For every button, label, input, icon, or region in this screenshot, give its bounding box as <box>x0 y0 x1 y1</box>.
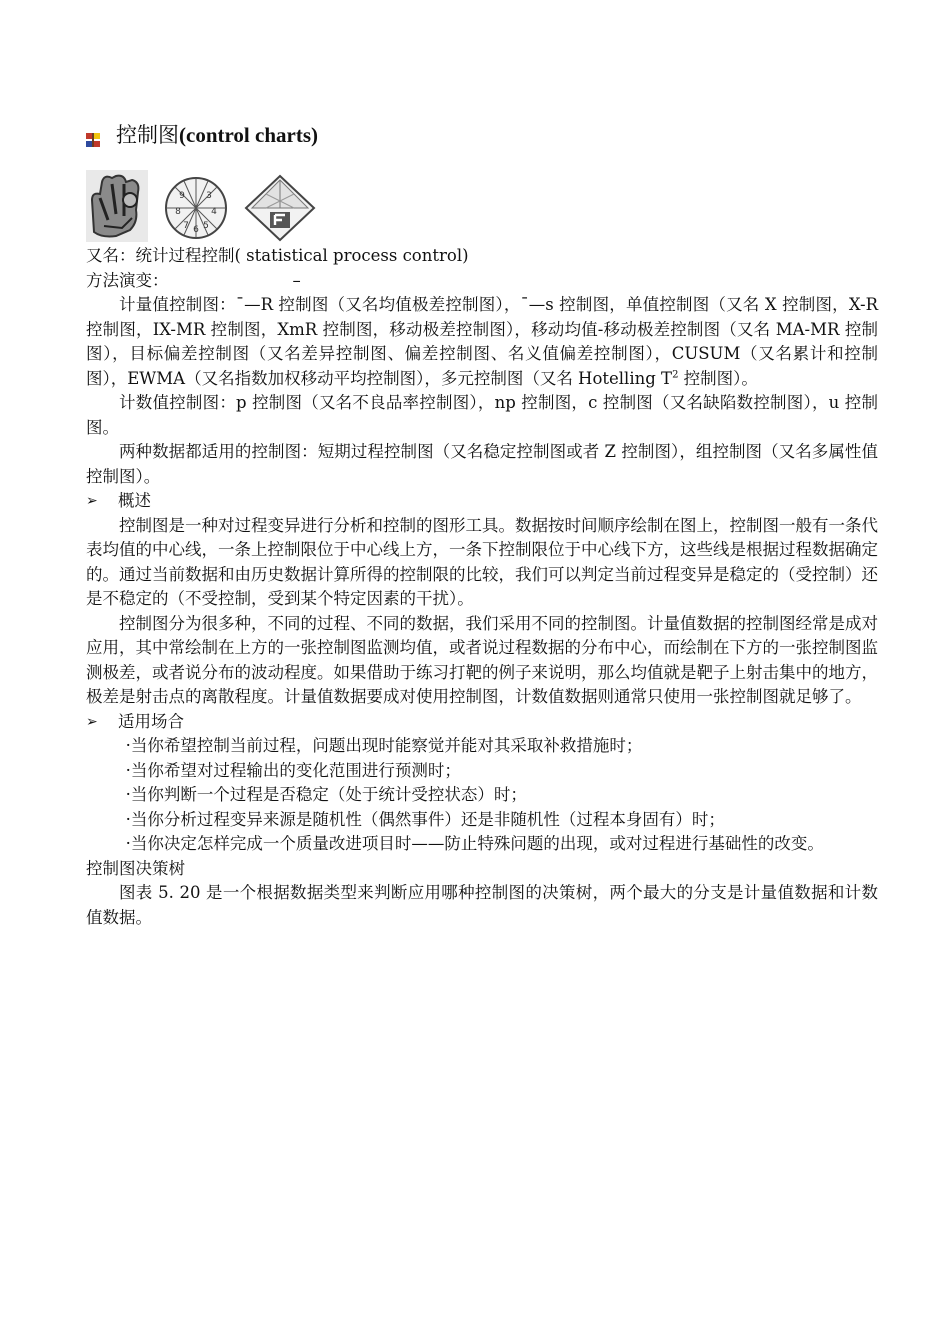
document-content <box>86 118 878 930</box>
icon-row <box>86 166 878 242</box>
overview-paragraph-2: 控制图分为很多种，不同的过程、不同的数据，我们采用不同的控制图。计量值数据的控制图经常是成对应用，其中常绘制在上方的一张控制图监测均值，或者说过程数据的分布中心，而绘制在下方的一张控制图监测极差，或者说分布的波动程度。如果借助于练习打靶的例子来说明，那么均值就是靶子上射击集中的地方，极差是射击点的离散程度。计量值数据要成对使用控制图，计数值数据则通常只使用一张控制图就足够了。 <box>86 613 878 706</box>
decision-tree-heading: 控制图决策树 <box>86 858 185 878</box>
method-line: 方法演变： – <box>86 270 301 290</box>
usage-item: ·当你分析过程变异来源是随机性（偶然事件）还是非随机性（过程本身固有）时； <box>125 809 725 829</box>
section-title <box>86 118 878 152</box>
svg-text:3: 3 <box>206 191 212 201</box>
svg-text:5: 5 <box>203 221 209 231</box>
svg-text:4: 4 <box>211 207 217 217</box>
svg-text:9: 9 <box>179 191 185 201</box>
svg-text:7: 7 <box>183 221 189 231</box>
overview-paragraph-1: 控制图是一种对过程变异进行分析和控制的图形工具。数据按时间顺序绘制在图上，控制图一般有一条代表均值的中心线，一条上控制限位于中心线上方，一条下控制限位于中心线下方，这些线是根据过程数据确定的。通过当前数据和由历史数据计算所得的控制限的比较，我们可以判定当前过程变异是稳定的（受控制）还是不稳定的（不受控制，受到某个特定因素的干扰）。 <box>86 515 878 608</box>
diamond-f-image <box>244 174 316 242</box>
page-title: 控制图(control charts) <box>116 122 318 147</box>
overview-heading-text: 概述 <box>118 491 151 510</box>
usage-item: ·当你判断一个过程是否稳定（处于统计受控状态）时； <box>125 785 527 804</box>
colored-square-bullet-icon <box>86 128 100 142</box>
decision-tree-paragraph: 图表 5. 20 是一个根据数据类型来判断应用哪种控制图的决策树，两个最大的分支是计量值数据和计数值数据。 <box>86 883 878 927</box>
both-data-control-charts-paragraph: 两种数据都适用的控制图：短期过程控制图（又名稳定控制图或者 Z 控制图），组控制图（又名多属性值控制图）。 <box>86 442 878 486</box>
usage-heading-text: 适用场合 <box>118 711 184 731</box>
overview-heading <box>86 489 878 514</box>
usage-heading <box>86 710 878 735</box>
numbered-wheel-image <box>164 174 228 242</box>
arrow-bullet-icon: ➢ <box>86 493 98 509</box>
svg-text:6: 6 <box>193 225 199 235</box>
svg-text:8: 8 <box>175 207 181 217</box>
hand-icon-image <box>86 170 148 242</box>
usage-item: ·当你希望对过程输出的变化范围进行预测时； <box>125 760 461 780</box>
attribute-control-charts-paragraph: 计数值控制图：p 控制图（又名不良品率控制图），np 控制图，c 控制图（又名缺陷数控制图），u 控制图。 <box>86 393 878 437</box>
variable-control-charts-paragraph: 计量值控制图：¯—R 控制图（又名均值极差控制图），¯—s 控制图，单值控制图（又名 X 控制图，X-R 控制图，IX-MR 控制图，XmR 控制图，移动极差控制图），移动均值-移动极差控制图（又名 MA-MR 控制图），目标偏差控制图（又名差异控制图、偏差控制图、名义值偏差控制图），CUSUM（又名累计和控制图），EWMA（又名指数加权移动平均控制图），多元控制图（又名 Hotelling $T^2$ 控制图）。 <box>86 295 878 388</box>
arrow-bullet-icon: ➢ <box>86 713 98 730</box>
usage-item: ·当你决定怎样完成一个质量改进项目时——防止特殊问题的出现，或对过程进行基础性的改变。 <box>125 834 824 853</box>
alias-line: 又名：统计过程控制( statistical process control) <box>86 246 469 265</box>
usage-item: ·当你希望控制当前过程，问题出现时能察觉并能对其采取补救措施时； <box>125 736 643 755</box>
